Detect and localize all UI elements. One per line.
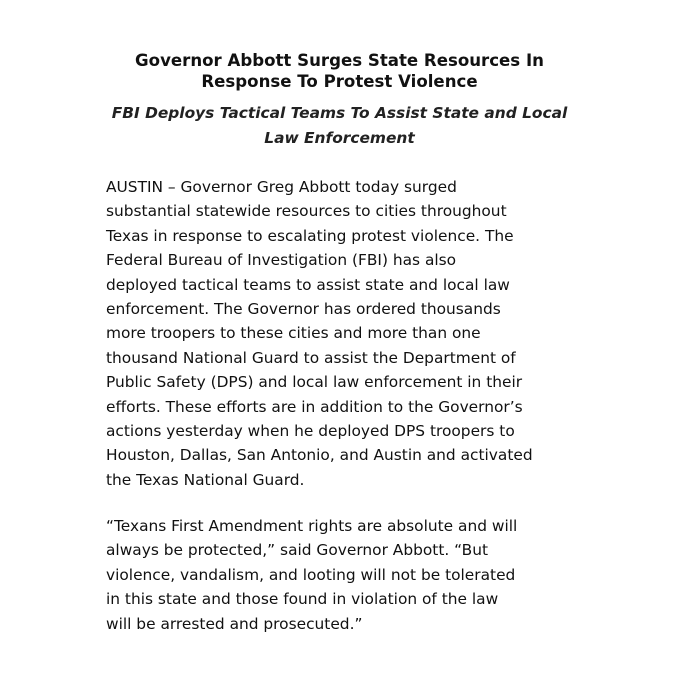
- text-line: in this state and those found in violation of the law: [106, 590, 499, 609]
- subheadline: [60, 101, 619, 151]
- subheadline-line: Law Enforcement: [264, 129, 415, 147]
- text-line: Houston, Dallas, San Antonio, and Austin and activated: [106, 446, 533, 465]
- text-line: substantial statewide resources to cities throughout: [106, 202, 507, 221]
- text-line: efforts. These efforts are in addition to the Governor’s: [106, 397, 523, 416]
- text-line: “Texans First Amendment rights are absolute and will: [106, 517, 518, 535]
- text-line: more troopers to these cities and more than one: [106, 324, 481, 343]
- text-line: violence, vandalism, and looting will not be tolerated: [106, 565, 516, 584]
- text-line: Federal Bureau of Investigation (FBI) has also: [106, 251, 457, 270]
- subheadline-line: FBI Deploys Tactical Teams To Assist State and Local: [111, 104, 568, 122]
- headline-line: Response To Protest Violence: [201, 72, 478, 91]
- text-line: will be arrested and prosecuted.”: [106, 614, 363, 633]
- text-line: thousand National Guard to assist the Department of: [106, 348, 516, 367]
- text-line: enforcement. The Governor has ordered thousands: [106, 300, 501, 319]
- body-paragraph-1: [106, 175, 586, 492]
- headline: [60, 50, 619, 92]
- text-line: actions yesterday when he deployed DPS troopers to: [106, 422, 515, 441]
- text-line: always be protected,” said Governor Abbott. “But: [106, 541, 488, 560]
- text-line: deployed tactical teams to assist state and local law: [106, 275, 510, 294]
- body-paragraph-2-quote: [106, 514, 586, 636]
- headline-line: Governor Abbott Surges State Resources In: [135, 51, 544, 70]
- text-line: AUSTIN – Governor Greg Abbott today surged: [106, 178, 457, 196]
- text-line: Public Safety (DPS) and local law enforcement in their: [106, 373, 523, 392]
- text-line: the Texas National Guard.: [106, 470, 305, 489]
- text-line: Texas in response to escalating protest violence. The: [106, 226, 514, 245]
